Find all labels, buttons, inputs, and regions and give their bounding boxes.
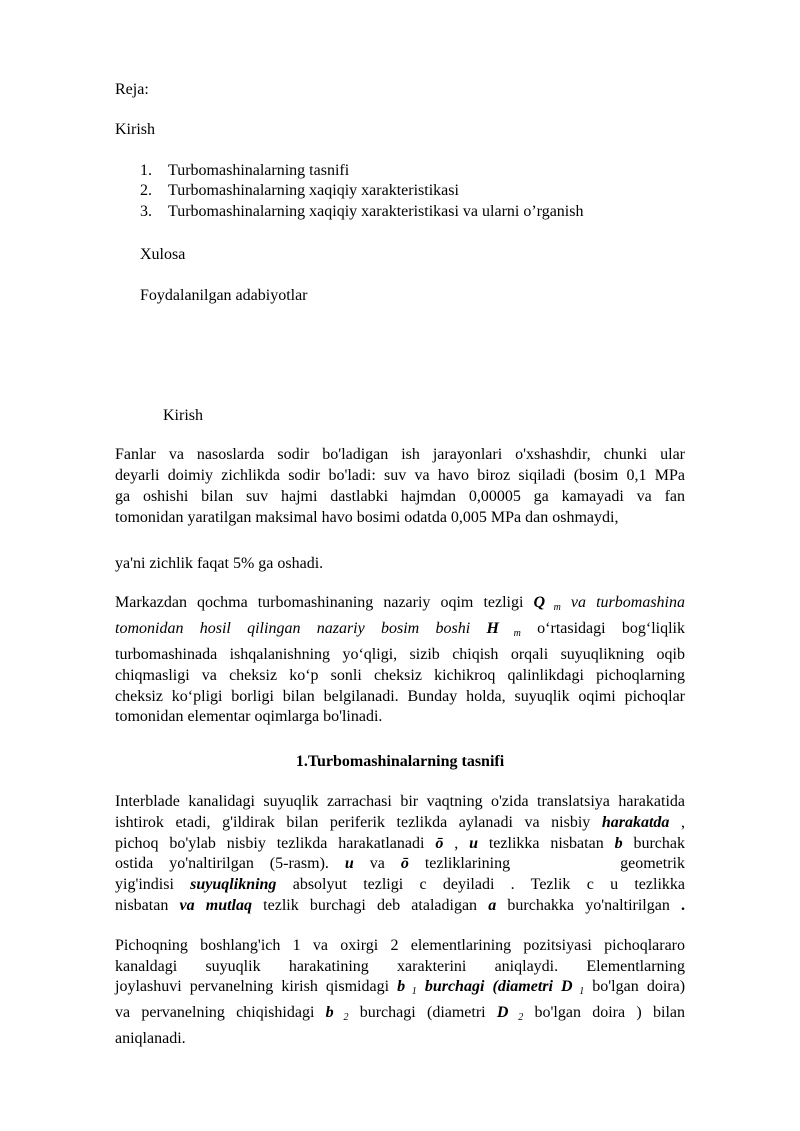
text-line (115, 707, 685, 728)
text-segment: 1 (572, 986, 585, 998)
text-segment: va pervanelning chiqishidagi (115, 1004, 326, 1022)
list-item-text: Turbomashinalarning tasnifi (168, 161, 350, 179)
text-segment: Interblade kanalidagi suyuqlik zarrachasi bir vaqtning o'zida translatsiya harakatida (115, 792, 685, 810)
text-segment: va (353, 855, 401, 873)
text-segment: 2 (508, 1012, 524, 1024)
text-segment: m (498, 628, 521, 640)
text-segment: kanaldagi suyuqlik harakatining xarakterini aniqlaydi. Elementlarning (115, 957, 685, 975)
text-line (115, 854, 685, 875)
list-item-text: Turbomashinalarning xaqiqiy xarakteristikasi (168, 182, 459, 200)
text-segment: u (469, 834, 478, 852)
text-line (115, 1029, 685, 1050)
list-item-number: 2. (140, 182, 152, 200)
text-line (115, 875, 685, 896)
text-line (115, 619, 685, 645)
list-item (115, 161, 685, 182)
text-segment: tezlikka nisbatan (477, 834, 615, 852)
paragraph-markazdan (115, 593, 685, 728)
text-line (115, 813, 685, 834)
text-line (115, 645, 685, 666)
text-segment: b (397, 978, 406, 996)
text-line (115, 834, 685, 855)
text-segment: , (669, 813, 686, 831)
section1-heading: 1.Turbomashinalarning tasnifi (295, 753, 505, 771)
text-segment: tezliklarining (408, 855, 511, 873)
text-segment: burchagi (diametri (348, 1004, 497, 1022)
text-segment: cheksiz koʻpligi borligi bilan belgilanadi. Bunday holda, suyuqlik oqimi pichoqlar (115, 687, 685, 705)
text-segment: u (344, 855, 354, 873)
text-segment: bo'lgan doira) (584, 978, 686, 996)
text-segment: ishtirok etadi, g'ildirak bilan periferik tezlikda aylanadi va nisbiy (115, 813, 602, 831)
text-segment: burchagi (diametri D (416, 978, 573, 996)
text-line (115, 977, 685, 1003)
list-item-number: 1. (140, 161, 152, 179)
list-item-number: 3. (140, 203, 152, 221)
text-segment: pichoq bo'ylab nisbiy tezlikda harakatlanadi (115, 834, 436, 852)
text-segment: absolyut tezligi c deyiladi . Tezlik c u tezlikka (276, 876, 686, 894)
text-segment: tomonidan hosil qilingan nazariy bosim boshi (115, 620, 487, 638)
text-line (115, 957, 685, 978)
text-line (115, 487, 685, 508)
text-segment: . (681, 896, 685, 914)
text-segment: a (488, 896, 497, 914)
intro-section-heading: Kirish (163, 406, 203, 424)
text-line (115, 792, 685, 813)
text-segment: harakatda (601, 813, 670, 831)
paragraph-zichlik: ya'ni zichlik faqat 5% ga oshadi. (115, 554, 324, 572)
plan-list (115, 161, 685, 223)
text-segment: va turbomashina (560, 594, 685, 612)
list-item (115, 202, 685, 223)
text-segment: tomonidan yaratilgan maksimal havo bosimi odatda 0,005 MPa dan oshmaydi, (115, 508, 619, 526)
text-line (115, 687, 685, 708)
text-line (115, 593, 685, 619)
text-segment: aniqlanadi. (115, 1029, 186, 1047)
text-segment: tomonidan elementar oqimlarga bo'linadi. (115, 708, 383, 726)
text-segment: deyarli doimiy zichlikda sodir bo'ladi: suv va havo biroz siqiladi (bosim 0,1 MPa (115, 467, 685, 485)
text-segment: 1 (405, 986, 417, 998)
plan-adabiyotlar-label: Foydalanilgan adabiyotlar (140, 286, 308, 304)
text-segment: nisbatan (115, 896, 180, 914)
text-segment: D (496, 1004, 509, 1022)
text-segment: 2 (333, 1012, 349, 1024)
plan-title: Reja: (115, 81, 149, 98)
text-segment: burchakka yo'naltirilgan (496, 896, 681, 914)
text-segment: Q (533, 594, 546, 612)
text-segment: geometrik (620, 855, 685, 873)
text-segment: ga oshishi bilan suv hajmi dastlabki hajmdan 0,00005 ga kamayadi va fan (115, 487, 685, 505)
text-segment: tezlik burchagi deb ataladigan (252, 896, 489, 914)
text-segment: ostida yo'naltirilgan (5-rasm). (115, 855, 345, 873)
text-segment: joylashuvi pervanelning kirish qismidagi (115, 978, 398, 996)
text-segment: chiqmasligi va cheksiz koʻp sonli cheksiz kichikroq qalinlikdagi pichoqlarning (115, 666, 685, 684)
text-line (115, 896, 685, 917)
text-segment: va mutlaq (179, 896, 253, 914)
text-segment: turbomashinada ishqalanishning yoʻqligi, sizib chiqish orqali suyuqlikning oqib (115, 645, 685, 663)
text-segment: burchak (622, 834, 686, 852)
text-line (115, 508, 685, 529)
text-segment: b (614, 834, 623, 852)
paragraph-interblade (115, 792, 685, 917)
text-segment: suyuqlikning (190, 876, 277, 894)
text-segment: yig'indisi (115, 876, 191, 894)
text-segment: H (486, 620, 499, 638)
paragraph-pichoqning (115, 936, 685, 1050)
text-line (115, 936, 685, 957)
text-segment: ō (400, 855, 409, 873)
text-segment: , (443, 834, 470, 852)
text-line (115, 466, 685, 487)
text-segment: Pichoqning boshlang'ich 1 va oxirgi 2 elementlarining pozitsiyasi pichoqlararo (115, 936, 685, 954)
list-item (115, 181, 685, 202)
text-segment: Markazdan qochma turbomashinaning nazariy oqim tezligi (115, 594, 534, 612)
list-item-text: Turbomashinalarning xaqiqiy xarakteristikasi va ularni o’rganish (168, 203, 584, 221)
paragraph-fanlar (115, 445, 685, 528)
text-line (115, 445, 685, 466)
text-segment: b (325, 1004, 334, 1022)
text-segment: oʻrtasidagi bogʻliqlik (520, 620, 685, 638)
text-segment: m (545, 602, 561, 614)
text-line (115, 666, 685, 687)
plan-kirish-label: Kirish (115, 120, 155, 138)
plan-xulosa-label: Xulosa (140, 245, 186, 263)
text-segment: ō (435, 834, 444, 852)
text-segment: Fanlar va nasoslarda sodir bo'ladigan ish jarayonlari o'xshashdir, chunki ular (115, 446, 685, 464)
text-line (115, 1003, 685, 1029)
text-segment: bo'lgan doira ) bilan (523, 1004, 685, 1022)
